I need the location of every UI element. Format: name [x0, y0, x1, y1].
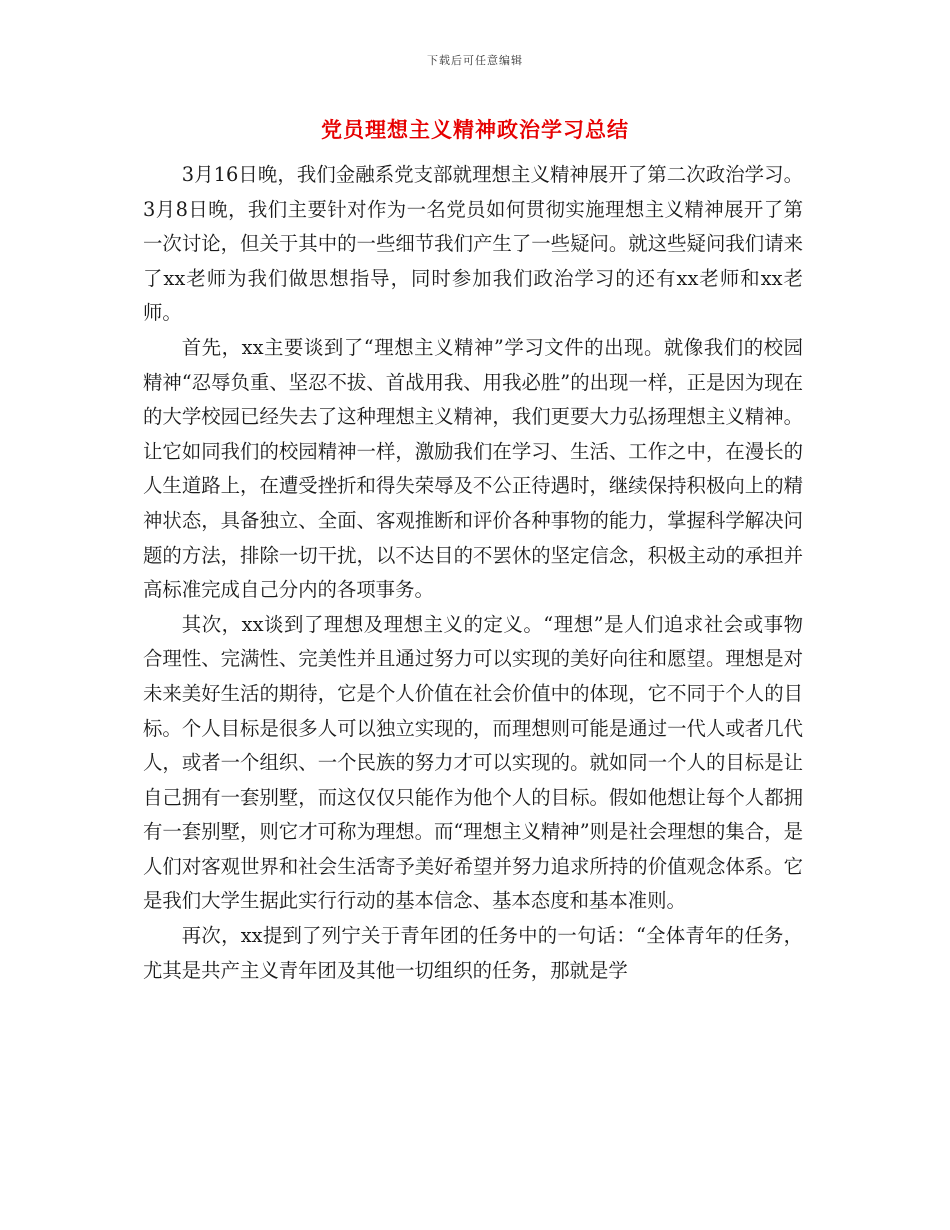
document-body — [143, 158, 803, 988]
paragraph: 3月16日晚，我们金融系党支部就理想主义精神展开了第二次政治学习。3月8日晚，我们主要针对作为一名党员如何贯彻实施理想主义精神展开了第一次讨论，但关于其中的一些细节我们产生了一些疑问。就这些疑问我们请来了xx老师为我们做思想指导，同时参加我们政治学习的还有xx老师和xx老师。 — [143, 163, 803, 325]
document-title: 党员理想主义精神政治学习总结 — [321, 117, 629, 142]
paragraph: 其次，xx谈到了理想及理想主义的定义。“理想”是人们追求社会或事物合理性、完满性、完美性并且通过努力可以实现的美好向往和愿望。理想是对未来美好生活的期待，它是个人价值在社会价值中的体现，它不同于个人的目标。个人目标是很多人可以独立实现的，而理想则可能是通过一代人或者几代人，或者一个组织、一个民族的努力才可以实现的。就如同一个人的目标是让自己拥有一套别墅，而这仅仅只能作为他个人的目标。假如他想让每个人都拥有一套别墅，则它才可称为理想。而“理想主义精神”则是社会理想的集合，是人们对客观世界和社会生活寄予美好希望并努力追求所持的价值观念体系。它是我们大学生据此实行行动的基本信念、基本态度和基本准则。 — [143, 612, 803, 913]
paragraph: 再次，xx提到了列宁关于青年团的任务中的一句话：“全体青年的任务，尤其是共产主义青年团及其他一切组织的任务，那就是学 — [143, 924, 803, 982]
paragraph: 首先，xx主要谈到了“理想主义精神”学习文件的出现。就像我们的校园精神“忍辱负重、坚忍不拔、首战用我、用我必胜”的出现一样，正是因为现在的大学校园已经失去了这种理想主义精神，我们更要大力弘扬理想主义精神。让它如同我们的校园精神一样，激励我们在学习、生活、工作之中，在漫长的人生道路上，在遭受挫折和得失荣辱及不公正待遇时，继续保持积极向上的精神状态，具备独立、全面、客观推断和评价各种事物的能力，掌握科学解决问题的方法，排除一切干扰，以不达目的不罢休的坚定信念，积极主动的承担并高标准完成自己分内的各项事务。 — [143, 335, 803, 602]
header-note: 下载后可任意编辑 — [427, 54, 523, 67]
